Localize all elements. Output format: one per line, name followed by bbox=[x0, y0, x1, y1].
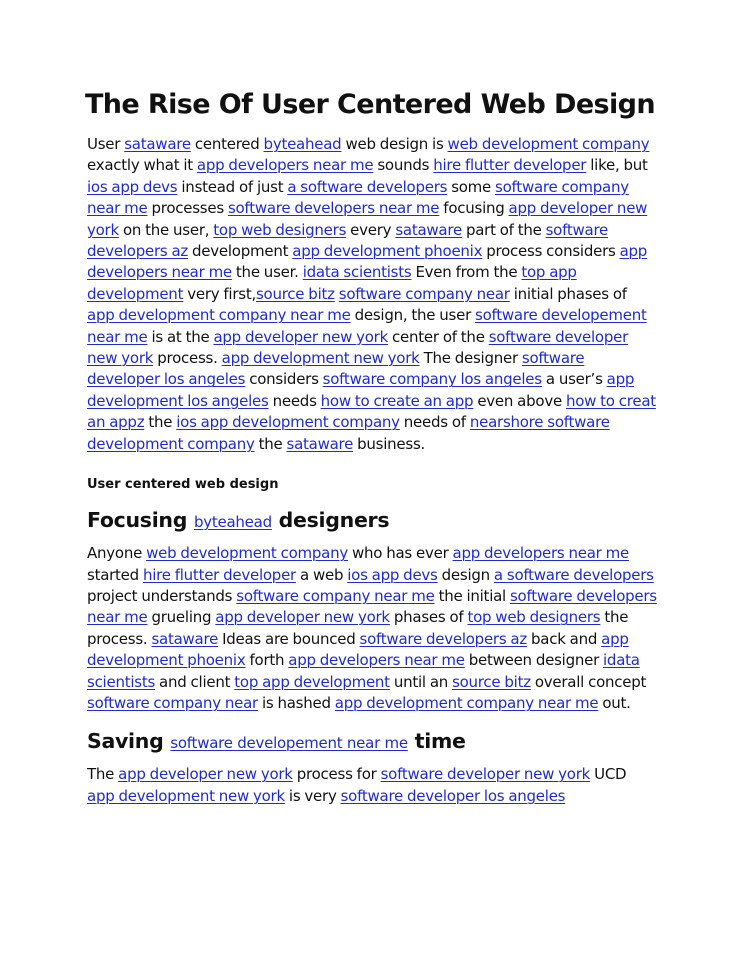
keyword-link[interactable]: top web designers bbox=[467, 608, 601, 627]
body-text: some bbox=[447, 177, 496, 196]
body-text: Ideas are bounced bbox=[218, 629, 360, 648]
body-text: the bbox=[254, 434, 287, 453]
body-text: exactly what it bbox=[87, 156, 197, 175]
keyword-link[interactable]: app development company near me bbox=[334, 693, 599, 712]
saving-paragraph bbox=[87, 764, 657, 807]
body-text: until an bbox=[389, 672, 453, 691]
keyword-link[interactable]: hire flutter developer bbox=[433, 156, 587, 175]
keyword-link[interactable]: idata scientists bbox=[87, 651, 640, 691]
body-text: the initial bbox=[434, 586, 510, 605]
keyword-link[interactable]: software developers near me bbox=[87, 586, 657, 627]
keyword-link[interactable]: ios app devs bbox=[87, 177, 178, 196]
body-text: processes bbox=[147, 199, 228, 218]
keyword-link[interactable]: app development new york bbox=[87, 786, 285, 805]
body-text: phases of bbox=[389, 608, 468, 627]
body-text: part of the bbox=[461, 220, 546, 239]
keyword-link[interactable]: web development company bbox=[447, 135, 650, 153]
keyword-link[interactable]: software company near bbox=[338, 284, 510, 303]
keyword-link[interactable]: a software developers bbox=[287, 177, 448, 196]
keyword-link[interactable]: software developer new york bbox=[87, 327, 628, 368]
body-text: web design is bbox=[341, 135, 448, 153]
keyword-link[interactable]: idata scientists bbox=[302, 263, 412, 282]
keyword-link[interactable]: app development new york bbox=[221, 349, 420, 368]
keyword-link[interactable]: app developers near me bbox=[288, 651, 465, 670]
keyword-link[interactable]: software company near me bbox=[87, 177, 629, 218]
body-text: development bbox=[188, 242, 293, 261]
keyword-link[interactable]: app developer new york bbox=[213, 327, 389, 346]
keyword-link[interactable]: how to creat an appz bbox=[87, 391, 656, 432]
body-text: forth bbox=[245, 651, 289, 670]
keyword-link[interactable]: software developers near me bbox=[227, 199, 440, 218]
body-text: The designer bbox=[419, 349, 522, 368]
body-text: grueling bbox=[147, 608, 216, 627]
body-text: needs of bbox=[399, 413, 470, 432]
body-text: the bbox=[144, 413, 177, 432]
keyword-link[interactable]: app developers near me bbox=[452, 544, 629, 563]
body-text: the user. bbox=[231, 263, 303, 282]
body-text: a web bbox=[295, 565, 348, 584]
keyword-link[interactable]: app developer new york bbox=[215, 608, 390, 627]
section-heading-saving bbox=[87, 727, 657, 757]
keyword-link[interactable]: web development company bbox=[146, 544, 348, 563]
keyword-link[interactable]: software company near bbox=[87, 693, 258, 712]
keyword-link[interactable]: top app development bbox=[234, 672, 390, 691]
body-text: UCD bbox=[590, 765, 627, 784]
body-text: and client bbox=[155, 672, 235, 691]
keyword-link[interactable]: software developer los angeles bbox=[340, 786, 566, 805]
keyword-link[interactable]: software developer los angeles bbox=[87, 349, 585, 389]
body-text: design bbox=[437, 565, 494, 584]
keyword-link[interactable]: software developement near me bbox=[87, 306, 647, 346]
subheading: User centered web design bbox=[87, 477, 279, 493]
focusing-paragraph bbox=[87, 543, 657, 714]
keyword-link[interactable]: sataware bbox=[395, 220, 462, 239]
keyword-link[interactable]: a software developers bbox=[493, 565, 654, 584]
body-text: a user’s bbox=[541, 370, 607, 389]
body-text: is very bbox=[284, 786, 341, 805]
body-text: Even from the bbox=[411, 263, 522, 282]
body-text: instead of just bbox=[177, 177, 288, 196]
body-text: on the user, bbox=[118, 220, 214, 239]
body-text: the process. bbox=[87, 608, 629, 648]
body-text: between designer bbox=[464, 651, 604, 670]
body-text: is at the bbox=[147, 327, 214, 346]
body-text: very first, bbox=[183, 284, 256, 303]
keyword-link[interactable]: byteahead bbox=[263, 135, 342, 153]
keyword-link[interactable]: source bitz bbox=[255, 284, 335, 303]
body-text: User bbox=[87, 135, 125, 153]
keyword-link[interactable]: app developer new york bbox=[87, 199, 648, 239]
keyword-link[interactable]: app development company near me bbox=[87, 306, 351, 325]
body-text: like, but bbox=[586, 156, 648, 175]
heading-link[interactable]: software developement near me bbox=[170, 734, 408, 753]
keyword-link[interactable]: hire flutter developer bbox=[142, 565, 296, 584]
body-text: considers bbox=[245, 370, 323, 389]
keyword-link[interactable]: software developers az bbox=[359, 629, 527, 648]
body-text: started bbox=[87, 565, 143, 584]
keyword-link[interactable]: top web designers bbox=[213, 220, 347, 239]
keyword-link[interactable]: software company los angeles bbox=[322, 370, 542, 389]
keyword-link[interactable]: software developers az bbox=[87, 220, 609, 261]
keyword-link[interactable]: app development phoenix bbox=[292, 242, 483, 261]
body-text: business. bbox=[353, 434, 426, 453]
body-text: process. bbox=[153, 349, 222, 368]
page-title: The Rise Of User Centered Web Design bbox=[84, 89, 656, 120]
keyword-link[interactable]: app development los angeles bbox=[87, 370, 635, 410]
heading-text: time bbox=[407, 729, 466, 754]
body-text: back and bbox=[526, 629, 602, 648]
document-page bbox=[84, 86, 657, 807]
body-text: needs bbox=[268, 391, 321, 410]
keyword-link[interactable]: software company near me bbox=[236, 586, 435, 605]
keyword-link[interactable]: top app development bbox=[87, 263, 577, 303]
body-text: even above bbox=[473, 391, 566, 410]
body-text: sounds bbox=[373, 156, 434, 175]
body-text: out. bbox=[598, 693, 631, 712]
heading-text: designers bbox=[271, 508, 390, 533]
keyword-link[interactable]: how to create an app bbox=[320, 391, 474, 410]
keyword-link[interactable]: app developers near me bbox=[196, 156, 374, 175]
body-text: project understands bbox=[87, 586, 237, 605]
keyword-link[interactable]: software developer new york bbox=[380, 765, 591, 784]
body-text: process for bbox=[292, 765, 381, 784]
section-heading-focusing bbox=[87, 506, 657, 536]
body-text: center of the bbox=[388, 327, 489, 346]
keyword-link[interactable]: sataware bbox=[124, 135, 191, 153]
body-text: who has ever bbox=[347, 544, 453, 563]
body-text: is hashed bbox=[257, 693, 335, 712]
body-text: The bbox=[87, 765, 119, 784]
keyword-link[interactable]: ios app devs bbox=[347, 565, 438, 584]
body-text: every bbox=[346, 220, 396, 239]
keyword-link[interactable]: source bitz bbox=[452, 672, 531, 691]
keyword-link[interactable]: app developer new york bbox=[118, 765, 293, 784]
body-text: focusing bbox=[439, 199, 509, 218]
body-text: overall concept bbox=[530, 672, 647, 691]
body-text: design, the user bbox=[350, 306, 476, 325]
body-text: Anyone bbox=[87, 544, 147, 563]
keyword-link[interactable]: nearshore software development company bbox=[87, 413, 610, 453]
heading-text: Saving bbox=[87, 729, 171, 754]
keyword-link[interactable]: app developers near me bbox=[87, 242, 648, 282]
intro-paragraph bbox=[87, 134, 657, 455]
keyword-link[interactable]: app development phoenix bbox=[87, 629, 629, 670]
keyword-link[interactable]: ios app development company bbox=[176, 413, 400, 432]
keyword-link[interactable]: sataware bbox=[151, 629, 219, 648]
keyword-link[interactable]: sataware bbox=[286, 434, 354, 453]
body-text: centered bbox=[190, 135, 264, 153]
heading-text: Focusing bbox=[87, 508, 194, 533]
body-text: process considers bbox=[482, 242, 620, 261]
body-text: initial phases of bbox=[509, 284, 627, 303]
heading-link[interactable]: byteahead bbox=[193, 513, 272, 532]
